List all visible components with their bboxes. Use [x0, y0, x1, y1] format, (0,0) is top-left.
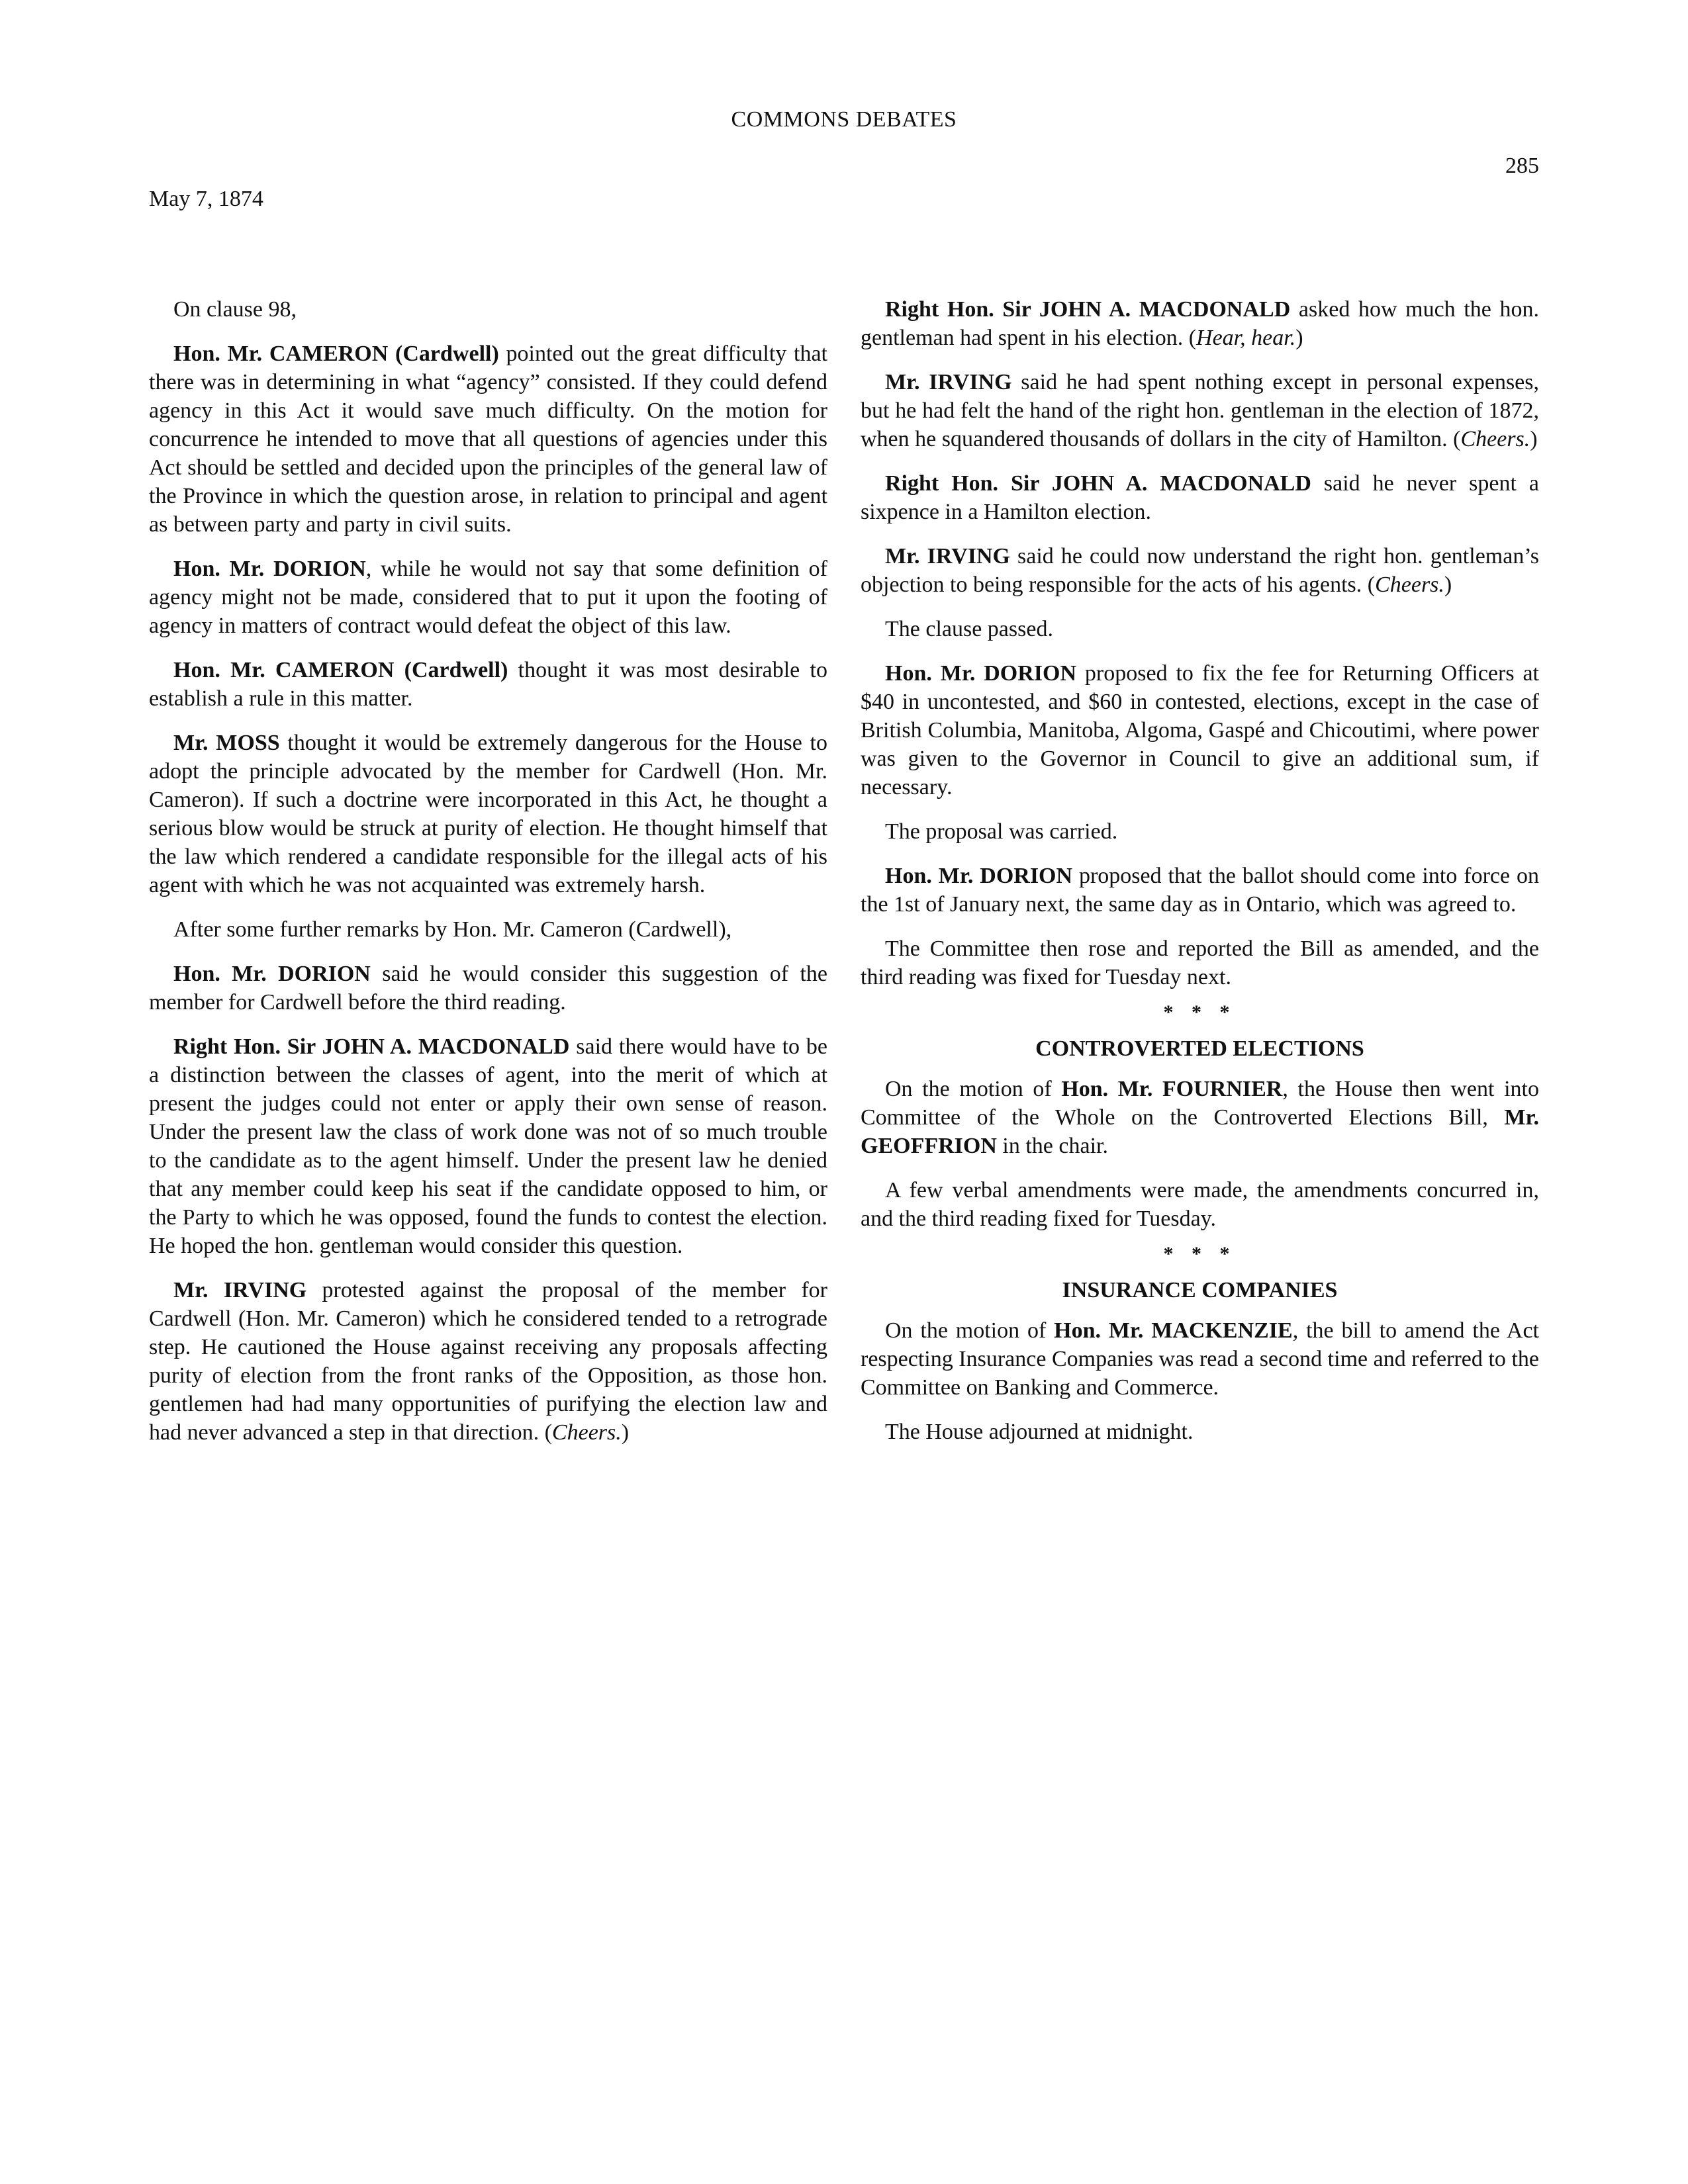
- speaker-name: Hon. Mr. CAMERON (Cardwell): [173, 658, 508, 682]
- speaker-name: Right Hon. Sir JOHN A. MACDONALD: [885, 471, 1311, 496]
- speaker-name: Mr. IRVING: [173, 1278, 307, 1302]
- speech-text: said he never spent a sixpence in a Hamilton election.: [861, 471, 1539, 524]
- paragraph-text: The Committee then rose and reported the Bill as amended, and the third reading was fixed for Tuesday next.: [861, 936, 1539, 989]
- speech-text: pointed out the great difficulty that there was in determining in what “agency” consisted. If they could defend agency in this Act it would save much difficulty. On the motion for concurrence he intended to move that all questions of agencies under this Act should be settled and decided upon the principles of the general law of the Province in which the question arose, in relation to principal and agent as between party and party in civil suits.: [149, 341, 827, 537]
- speaker-name: Hon. Mr. DORION: [885, 661, 1077, 686]
- paragraph-committee-rose: [861, 934, 1539, 991]
- speech-text-tail: ): [1530, 427, 1538, 451]
- paragraph-adjourned: [861, 1418, 1539, 1446]
- speech-irving-2: [861, 368, 1539, 453]
- speech-cameron-2: [149, 656, 827, 713]
- speech-dorion-4: [861, 862, 1539, 919]
- speech-dorion-1: [149, 555, 827, 640]
- paragraph-text: After some further remarks by Hon. Mr. Cameron (Cardwell),: [173, 917, 732, 942]
- running-head: COMMONS DEBATES: [731, 107, 957, 132]
- page-number: 285: [1505, 154, 1539, 178]
- chair-name: Mr. GEOFFRION: [861, 1105, 1539, 1158]
- speech-text-tail: ): [1444, 572, 1452, 597]
- paragraph-controverted-amendments: [861, 1176, 1539, 1233]
- paragraph-insurance-motion: [861, 1316, 1539, 1402]
- speaker-name: Hon. Mr. MACKENZIE: [1054, 1318, 1293, 1343]
- speech-text: said he had spent nothing except in personal expenses, but he had felt the hand of the right hon. gentleman in the election of 1872, when he squandered thousands of dollars in the city of Hamilton. (: [861, 370, 1539, 451]
- speech-text: thought it was most desirable to establish a rule in this matter.: [149, 658, 827, 711]
- speech-text: asked how much the hon. gentleman had spent in his election. (: [861, 297, 1539, 350]
- interjection: Cheers.: [1375, 572, 1444, 597]
- paragraph-clause-passed: [861, 615, 1539, 643]
- speech-dorion-3: [861, 659, 1539, 801]
- paragraph-text: A few verbal amendments were made, the amendments concurred in, and the third reading fixed for Tuesday.: [861, 1178, 1539, 1231]
- paragraph-text: The clause passed.: [885, 617, 1053, 641]
- interjection: Hear, hear.: [1196, 326, 1296, 350]
- paragraph-further-remarks: [149, 915, 827, 944]
- right-column: [861, 295, 1539, 1462]
- speech-irving-1: [149, 1276, 827, 1447]
- paragraph-text: , the House then went into Committee of the Whole on the Controverted Elections Bill,: [861, 1077, 1539, 1130]
- paragraph-clause-98: [149, 295, 827, 324]
- speaker-name: Mr. IRVING: [885, 370, 1012, 394]
- speech-text: said there would have to be a distinction between the classes of agent, into the merit of which at present the judges could not enter or apply their own sense of reason. Under the present law the class of work done was not of so much trouble to the candidate as to the agent himself. Under the present law he denied that any member could keep his seat if the candidate opposed to him, or the Party to which he was opposed, found the funds to contest the election. He hoped the hon. gentleman would consider this question.: [149, 1034, 827, 1258]
- paragraph-text: in the chair.: [996, 1134, 1108, 1158]
- section-heading-controverted-elections: CONTROVERTED ELECTIONS: [1035, 1036, 1364, 1061]
- section-separator: * * *: [1163, 1243, 1237, 1265]
- speech-text-tail: ): [621, 1420, 630, 1445]
- speech-text: said he would consider this suggestion of the member for Cardwell before the third reading.: [149, 962, 827, 1015]
- speaker-name: Right Hon. Sir JOHN A. MACDONALD: [173, 1034, 570, 1059]
- speaker-name: Hon. Mr. DORION: [885, 864, 1073, 888]
- section-separator: * * *: [1163, 1001, 1237, 1023]
- speaker-name: Mr. MOSS: [173, 731, 280, 755]
- paragraph-text: On the motion of: [885, 1077, 1062, 1101]
- speech-text: thought it would be extremely dangerous for the House to adopt the principle advocated by the member for Cardwell (Hon. Mr. Cameron). If such a doctrine were incorporated in this Act, he thought a serious blow would be struck at purity of election. He thought himself that the law which rendered a candidate responsible for the illegal acts of his agent with which he was not acquainted was extremely harsh.: [149, 731, 827, 897]
- speech-macdonald-3: [861, 469, 1539, 526]
- speaker-name: Right Hon. Sir JOHN A. MACDONALD: [885, 297, 1291, 322]
- speech-cameron-1: [149, 340, 827, 539]
- paragraph-text: , the bill to amend the Act respecting Insurance Companies was read a second time and referred to the Committee on Banking and Commerce.: [861, 1318, 1539, 1400]
- speech-dorion-2: [149, 960, 827, 1017]
- speaker-name: Hon. Mr. FOURNIER: [1061, 1077, 1283, 1101]
- section-heading-insurance-companies: INSURANCE COMPANIES: [1062, 1278, 1338, 1302]
- paragraph-text: On the motion of: [885, 1318, 1055, 1343]
- speaker-name: Mr. IRVING: [885, 544, 1010, 569]
- interjection: Cheers.: [1460, 427, 1530, 451]
- speaker-name: Hon. Mr. DORION: [173, 557, 366, 581]
- left-column: [149, 295, 827, 1463]
- speech-irving-3: [861, 542, 1539, 599]
- paragraph-text: On clause 98,: [173, 297, 297, 322]
- paragraph-proposal-carried: [861, 817, 1539, 846]
- paragraph-text: The House adjourned at midnight.: [885, 1420, 1194, 1444]
- speech-text: proposed to fix the fee for Returning Officers at $40 in uncontested, and $60 in contested, elections, except in the case of British Columbia, Manitoba, Algoma, Gaspé and Chicoutimi, where power was given to the Governor in Council to give an additional sum, if necessary.: [861, 661, 1539, 799]
- speech-text: protested against the proposal of the member for Cardwell (Hon. Mr. Cameron) which he considered tended to a retrograde step. He cautioned the House against receiving any proposals affecting purity of election from the front ranks of the Opposition, as those hon. gentlemen had had many opportunities of purifying the election law and had never advanced a step in that direction. (: [149, 1278, 828, 1445]
- speech-moss: [149, 729, 827, 899]
- speech-text: proposed that the ballot should come into force on the 1st of January next, the same day as in Ontario, which was agreed to.: [861, 864, 1540, 917]
- sitting-date: May 7, 1874: [149, 187, 263, 211]
- speaker-name: Hon. Mr. DORION: [173, 962, 371, 986]
- speech-macdonald-2: [861, 295, 1539, 352]
- speech-text-tail: ): [1295, 326, 1303, 350]
- speech-text: , while he would not say that some definition of agency might not be made, considered that to put it upon the footing of agency in matters of contract would defeat the object of this law.: [149, 557, 828, 638]
- interjection: Cheers.: [551, 1420, 622, 1445]
- speech-macdonald-1: [149, 1032, 827, 1260]
- paragraph-text: The proposal was carried.: [885, 819, 1118, 844]
- speaker-name: Hon. Mr. CAMERON (Cardwell): [173, 341, 499, 366]
- speech-text: said he could now understand the right hon. gentleman’s objection to being responsible for the acts of his agents. (: [861, 544, 1539, 597]
- paragraph-controverted-motion: [861, 1075, 1539, 1160]
